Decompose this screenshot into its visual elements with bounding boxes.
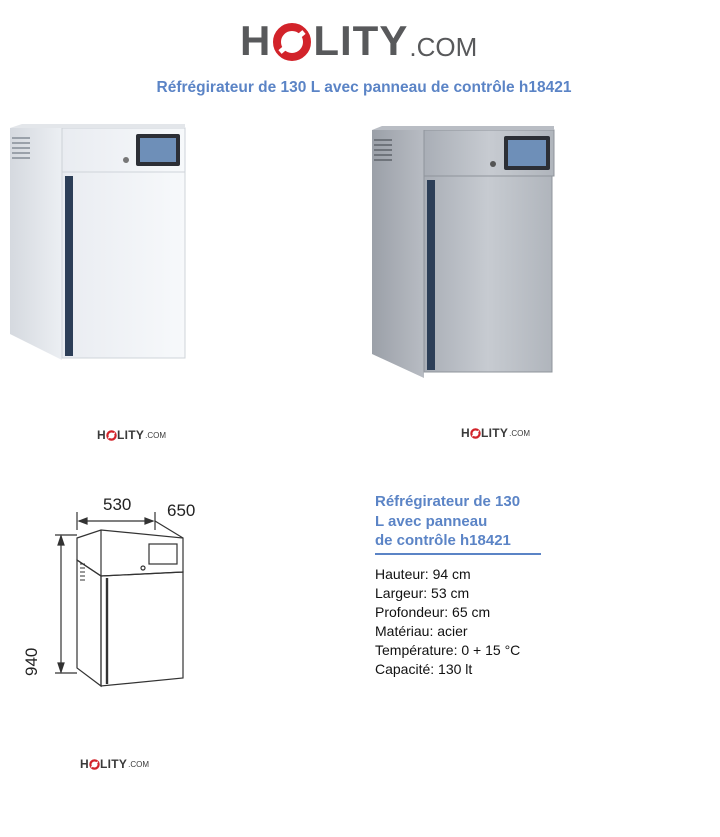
logo-domain: .COM	[509, 429, 531, 438]
spec-list	[375, 565, 520, 679]
logo-letter-h: H	[240, 17, 272, 64]
spec-divider	[375, 553, 541, 555]
spec-item-width: Largeur: 53 cm	[375, 585, 470, 601]
logo-text: LITY	[313, 17, 409, 64]
logo-letter-h: H	[80, 757, 89, 771]
logo-domain: .COM	[128, 760, 150, 769]
spec-item-material: Matériau: acier	[375, 623, 468, 639]
product-photo-steel	[360, 126, 565, 384]
logo-o-mark-icon	[106, 430, 117, 441]
brand-logo[interactable]	[240, 18, 477, 62]
spec-item-height: Hauteur: 94 cm	[375, 566, 471, 582]
product-photo-white	[10, 124, 195, 364]
logo-o-mark-icon	[272, 22, 312, 62]
logo-text: LITY	[116, 428, 145, 442]
logo-o-mark-icon	[89, 759, 100, 770]
page-title: Réfrégirateur de 130 L avec panneau de contrôle h18421	[156, 79, 572, 96]
logo-letter-h: H	[97, 428, 106, 442]
logo-o-mark-icon	[470, 428, 481, 439]
depth-label: 650	[167, 501, 196, 520]
dimension-drawing	[15, 490, 225, 700]
spec-title-line: Réfrégirateur de 130	[375, 493, 521, 510]
photo-right-logo	[461, 427, 530, 439]
logo-text: LITY	[480, 426, 509, 440]
spec-title	[375, 492, 555, 551]
drawing-logo	[80, 758, 149, 770]
logo-domain: .COM	[409, 32, 478, 62]
height-label: 940	[22, 647, 41, 676]
logo-domain: .COM	[145, 431, 167, 440]
spec-title-line: de contrôle h18421	[375, 532, 511, 549]
logo-letter-h: H	[461, 426, 470, 440]
spec-item-capacity: Capacité: 130 lt	[375, 661, 473, 677]
spec-title-line: L avec panneau	[375, 512, 488, 530]
spec-item-temperature: Température: 0 + 15 °C	[375, 642, 521, 658]
logo-text: LITY	[99, 757, 128, 771]
photo-left-logo	[97, 429, 166, 441]
width-label: 530	[103, 495, 132, 514]
spec-item-depth: Profondeur: 65 cm	[375, 604, 491, 620]
